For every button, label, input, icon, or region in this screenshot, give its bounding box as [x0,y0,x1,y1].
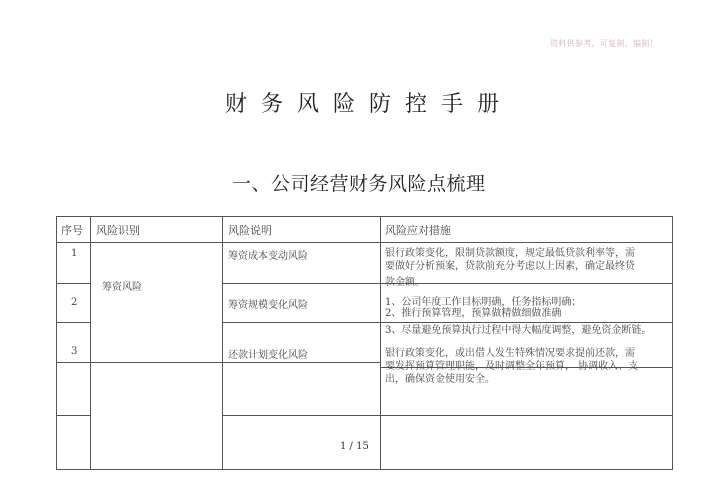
row-divider-4-desc [222,415,673,416]
row-3-description: 还款计划变化风险 [228,350,308,361]
document-title: 财务风险防控手册 [225,92,514,117]
page-indicator: 1 / 15 [340,441,369,452]
table-border-right [672,216,673,470]
risk-group-label: 筹资风险 [102,282,142,293]
table-border-top [56,216,673,217]
row-3-measure-line-1: 银行政策变化，或出借人发生特殊情况要求提前还款，需 [385,348,635,359]
col-divider-3 [380,216,381,470]
table-border-left [56,216,57,470]
row-2-measure-line-1: 1、公司年度工作目标明确，任务指标明确； [385,297,582,308]
row-1-measures [385,247,670,289]
row-2-measure-line-2: 2、推行预算管理，预算做精做细做准确 [385,308,562,319]
row-divider-3 [56,362,380,363]
row-2-measures [385,297,670,336]
header-measures: 风险应对措施 [385,224,451,237]
row-1-measure-line-2: 要做好分析预案，贷款前充分考虑以上因素，确定最终贷 [385,261,635,272]
header-description: 风险说明 [228,224,272,237]
table-border-bottom [56,469,673,470]
header-index: 序号 [61,224,83,237]
row-2-description: 筹资规模变化风险 [228,300,308,311]
header-divider [56,242,673,243]
watermark-text: 资料供参考，可复制、编制！ [550,39,658,48]
header-identification: 风险识别 [96,224,140,237]
row-2-index: 2 [71,297,78,308]
row-divider-2 [56,322,90,323]
section-title: 一、公司经营财务风险点梳理 [232,173,486,195]
row-1-index: 1 [71,248,78,259]
row-1-description: 筹资成本变动风险 [228,251,308,262]
row-3-measure-line-3: 出，确保资金使用安全。 [385,374,495,385]
row-3-measures [385,347,670,386]
row-3-index: 3 [71,346,78,357]
row-3-measure-line-2: 要发挥预算管理职能，及时调整全年预算， 协调收入、支 [385,361,639,372]
row-divider-1 [56,283,90,284]
row-1-measure-line-1: 银行政策变化，限制贷款额度，规定最低贷款利率等，需 [385,248,635,259]
row-1-measure-line-3: 款金额。 [385,277,425,288]
row-divider-4 [56,415,90,416]
col-divider-2 [222,216,223,470]
row-2-measure-line-3: 3、尽量避免预算执行过程中得大幅度调整，避免资金断链。 [385,325,652,336]
col-divider-1 [90,216,91,470]
